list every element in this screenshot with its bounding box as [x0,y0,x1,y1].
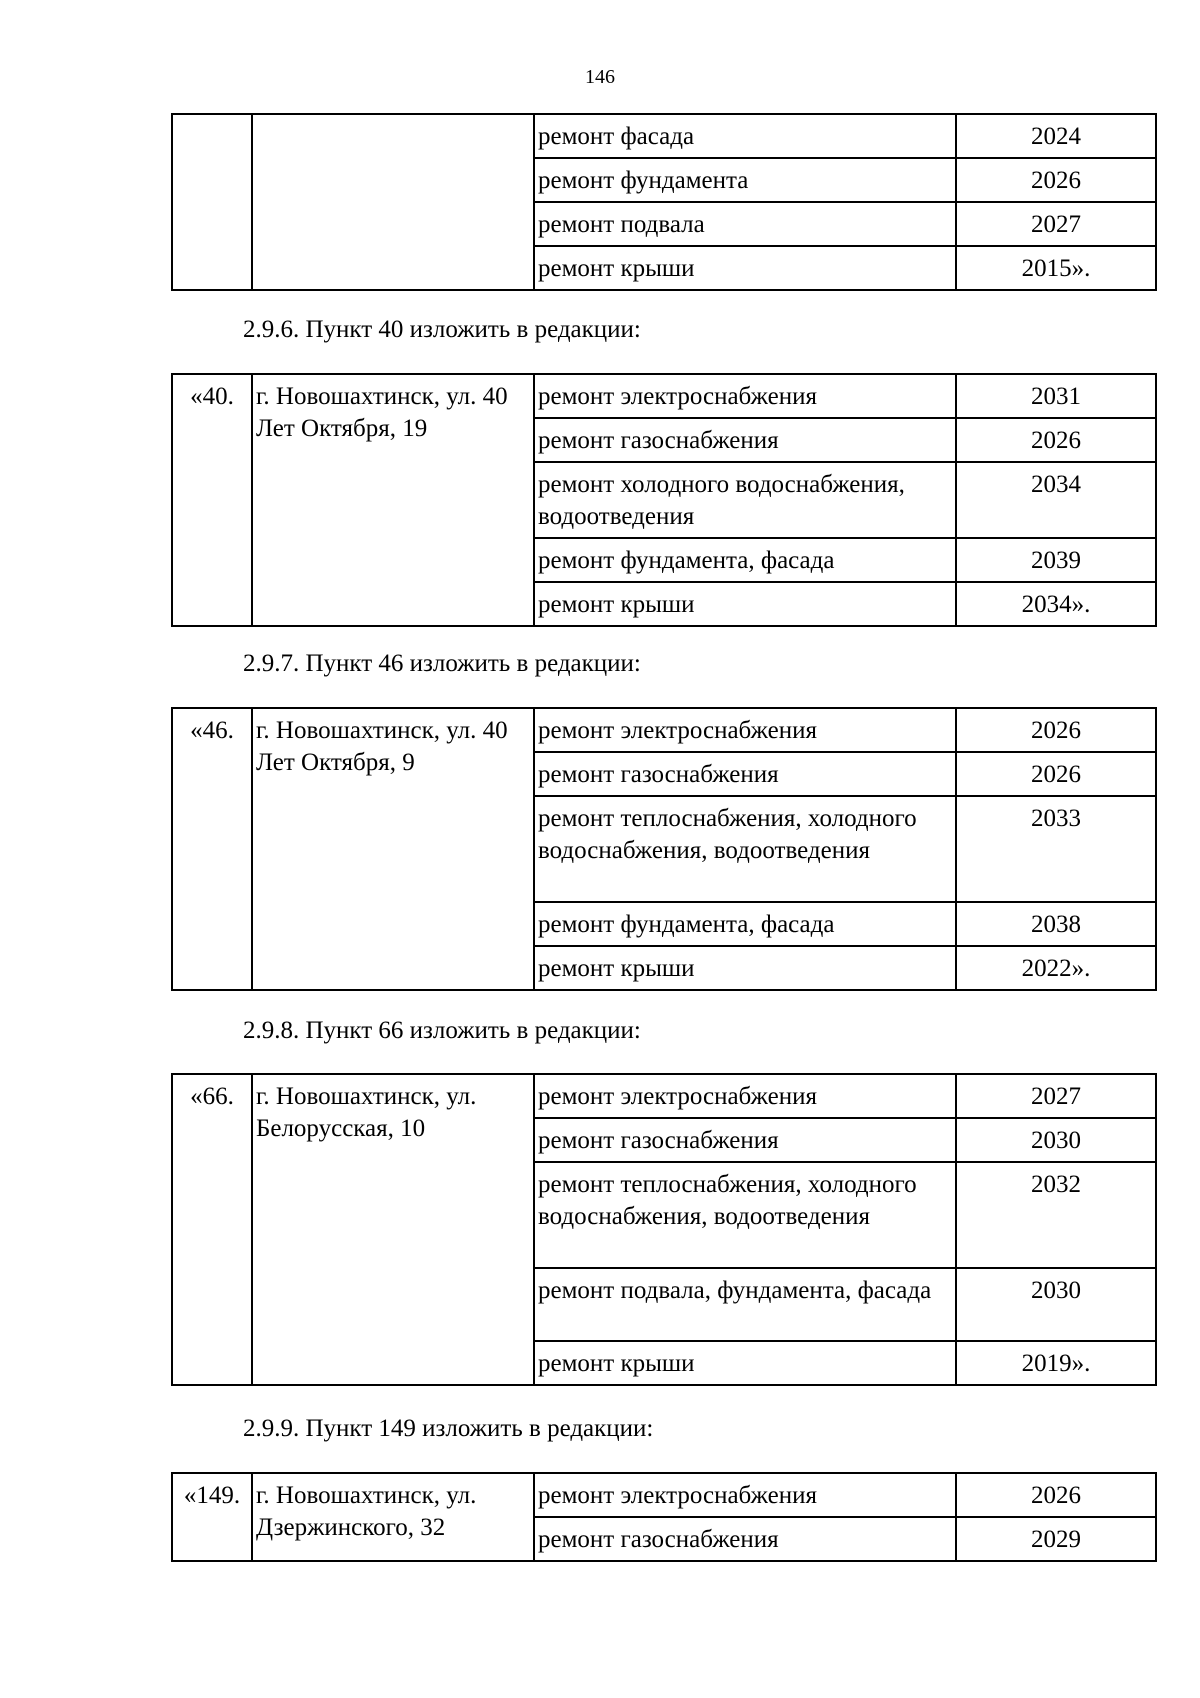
year-cell: 2015». [956,246,1156,290]
address-cell: г. Новошахтинск, ул. Белорусская, 10 [252,1074,534,1385]
work-cell: ремонт подвала, фундамента, фасада [534,1268,956,1341]
table-continuation [171,113,1157,291]
year-cell: 2038 [956,902,1156,946]
year-cell: 2031 [956,374,1156,418]
work-cell: ремонт теплоснабжения, холодного водоснабжения, водоотведения [534,1162,956,1268]
year-cell: 2027 [956,202,1156,246]
table-row [172,708,1156,752]
year-cell: 2033 [956,796,1156,902]
work-cell: ремонт фундамента [534,158,956,202]
work-cell: ремонт крыши [534,246,956,290]
table-item-46 [171,707,1157,991]
address-cell [252,114,534,290]
year-cell: 2019». [956,1341,1156,1385]
work-cell: ремонт газоснабжения [534,752,956,796]
work-cell: ремонт крыши [534,946,956,990]
work-cell: ремонт холодного водоснабжения, водоотведения [534,462,956,538]
work-cell: ремонт фундамента, фасада [534,902,956,946]
year-cell: 2034 [956,462,1156,538]
table-row [172,114,1156,158]
year-cell: 2032 [956,1162,1156,1268]
year-cell: 2026 [956,1473,1156,1517]
section-heading: 2.9.7. Пункт 46 изложить в редакции: [243,650,641,677]
table-item-149 [171,1472,1157,1562]
work-cell: ремонт фасада [534,114,956,158]
year-cell: 2029 [956,1517,1156,1561]
work-cell: ремонт теплоснабжения, холодного водоснабжения, водоотведения [534,796,956,902]
work-cell: ремонт подвала [534,202,956,246]
table-item-40 [171,373,1157,627]
item-number-cell: «40. [172,374,252,626]
work-cell: ремонт газоснабжения [534,1118,956,1162]
year-cell: 2026 [956,158,1156,202]
work-cell: ремонт электроснабжения [534,374,956,418]
item-number-cell [172,114,252,290]
year-cell: 2022». [956,946,1156,990]
table-row [172,1473,1156,1517]
page-number: 146 [585,66,615,88]
year-cell: 2026 [956,708,1156,752]
year-cell: 2034». [956,582,1156,626]
work-cell: ремонт крыши [534,582,956,626]
work-cell: ремонт фундамента, фасада [534,538,956,582]
year-cell: 2024 [956,114,1156,158]
work-cell: ремонт крыши [534,1341,956,1385]
year-cell: 2030 [956,1118,1156,1162]
address-cell: г. Новошахтинск, ул. 40 Лет Октября, 9 [252,708,534,990]
work-cell: ремонт электроснабжения [534,1074,956,1118]
work-cell: ремонт электроснабжения [534,1473,956,1517]
table-row [172,374,1156,418]
work-cell: ремонт газоснабжения [534,418,956,462]
work-cell: ремонт электроснабжения [534,708,956,752]
table-row [172,1074,1156,1118]
section-heading: 2.9.8. Пункт 66 изложить в редакции: [243,1017,641,1044]
table-item-66 [171,1073,1157,1386]
year-cell: 2039 [956,538,1156,582]
work-cell: ремонт газоснабжения [534,1517,956,1561]
item-number-cell: «66. [172,1074,252,1385]
address-cell: г. Новошахтинск, ул. 40 Лет Октября, 19 [252,374,534,626]
section-heading: 2.9.9. Пункт 149 изложить в редакции: [243,1415,654,1442]
year-cell: 2026 [956,752,1156,796]
address-cell: г. Новошахтинск, ул. Дзержинского, 32 [252,1473,534,1561]
section-heading: 2.9.6. Пункт 40 изложить в редакции: [243,316,641,343]
item-number-cell: «46. [172,708,252,990]
year-cell: 2027 [956,1074,1156,1118]
year-cell: 2030 [956,1268,1156,1341]
year-cell: 2026 [956,418,1156,462]
item-number-cell: «149. [172,1473,252,1561]
